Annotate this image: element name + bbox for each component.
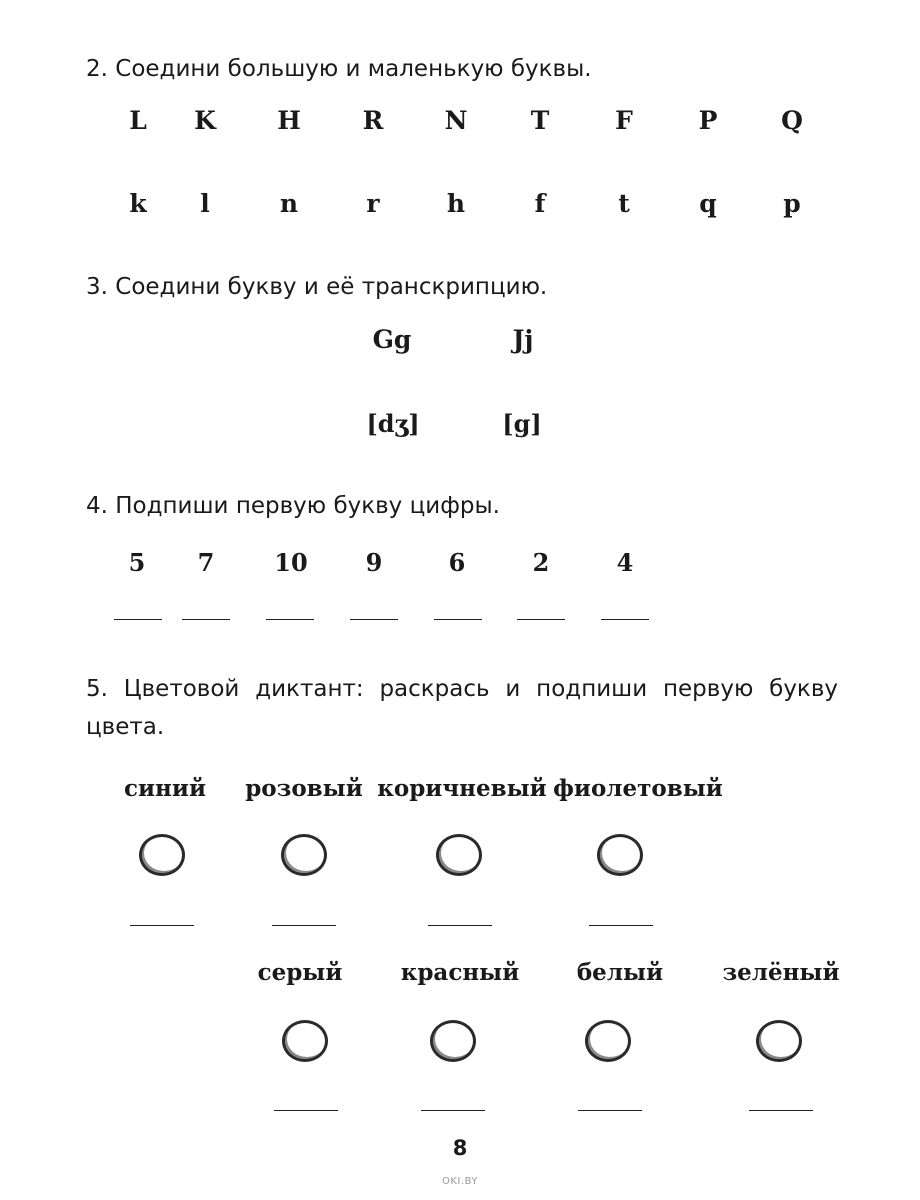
transcription: [g]: [502, 409, 542, 438]
lowercase-letter: h: [446, 189, 466, 218]
color-word: серый: [257, 959, 343, 986]
uppercase-letter: N: [444, 106, 468, 135]
answer-line[interactable]: [749, 1110, 813, 1111]
color-word: фиолетовый: [553, 775, 723, 802]
uppercase-letter: H: [277, 106, 301, 135]
page-number: 8: [452, 1136, 468, 1160]
coloring-circle[interactable]: [436, 834, 482, 876]
letter-pair: Jj: [512, 325, 534, 354]
answer-line[interactable]: [274, 1110, 338, 1111]
color-word: синий: [123, 775, 207, 802]
number: 7: [197, 548, 215, 577]
uppercase-letter: Q: [781, 106, 803, 135]
color-word: розовый: [245, 775, 363, 802]
watermark: OKI.BY: [442, 1176, 478, 1187]
uppercase-letter: L: [129, 106, 147, 135]
answer-line[interactable]: [578, 1110, 642, 1111]
coloring-circle[interactable]: [139, 834, 185, 876]
number: 10: [274, 548, 308, 577]
answer-line[interactable]: [114, 619, 162, 620]
number: 6: [448, 548, 466, 577]
number: 5: [128, 548, 146, 577]
color-word: коричневый: [377, 775, 547, 802]
lowercase-letter: p: [783, 189, 801, 218]
task-5-heading: 5. Цветовой диктант: раскрась и подпиши первую букву цвета.: [86, 676, 838, 740]
lowercase-letter: k: [129, 189, 147, 218]
answer-line[interactable]: [130, 925, 194, 926]
lowercase-letter: l: [200, 189, 210, 218]
answer-line[interactable]: [601, 619, 649, 620]
answer-line[interactable]: [589, 925, 653, 926]
uppercase-letter: T: [530, 106, 550, 135]
uppercase-letter: F: [615, 106, 633, 135]
coloring-circle[interactable]: [597, 834, 643, 876]
task-4-heading: 4. Подпиши первую букву цифры.: [86, 493, 500, 519]
coloring-circle[interactable]: [585, 1020, 631, 1062]
answer-line[interactable]: [517, 619, 565, 620]
coloring-circle[interactable]: [282, 1020, 328, 1062]
answer-line[interactable]: [272, 925, 336, 926]
transcription: [dʒ]: [366, 409, 420, 438]
lowercase-letter: n: [279, 189, 299, 218]
lowercase-letter: f: [534, 189, 546, 218]
answer-line[interactable]: [182, 619, 230, 620]
color-word: красный: [400, 959, 520, 986]
uppercase-letter: K: [194, 106, 216, 135]
uppercase-letter: P: [698, 106, 718, 135]
answer-line[interactable]: [434, 619, 482, 620]
coloring-circle[interactable]: [430, 1020, 476, 1062]
answer-line[interactable]: [350, 619, 398, 620]
uppercase-letter: R: [362, 106, 384, 135]
answer-line[interactable]: [421, 1110, 485, 1111]
coloring-circle[interactable]: [281, 834, 327, 876]
lowercase-letter: t: [618, 189, 630, 218]
number: 9: [365, 548, 383, 577]
letter-pair: Gg: [372, 325, 412, 354]
lowercase-letter: q: [699, 189, 717, 218]
task-2-heading: 2. Соедини большую и маленькую буквы.: [86, 56, 592, 82]
color-word: зелёный: [722, 959, 840, 986]
color-word: белый: [576, 959, 664, 986]
number: 2: [532, 548, 550, 577]
coloring-circle[interactable]: [756, 1020, 802, 1062]
lowercase-letter: r: [366, 189, 380, 218]
task-3-heading: 3. Соедини букву и её транскрипцию.: [86, 274, 548, 300]
answer-line[interactable]: [428, 925, 492, 926]
answer-line[interactable]: [266, 619, 314, 620]
number: 4: [616, 548, 634, 577]
